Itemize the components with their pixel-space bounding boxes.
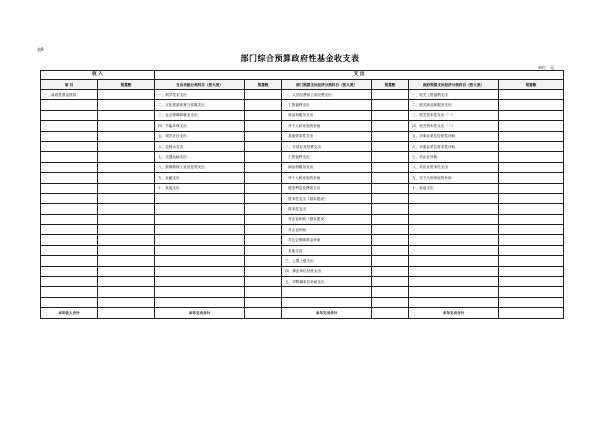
dept-econ-total-amount [372, 308, 409, 319]
function-item-cell [155, 256, 245, 266]
income-item-cell [41, 204, 98, 214]
col-dept-econ-header: 部门预算支出经济分类科目（按大类） [282, 80, 372, 90]
column-header-row [41, 80, 564, 90]
income-amount-cell [98, 110, 155, 120]
income-item-cell: 一、政府性基金拨款 [41, 90, 98, 100]
income-amount-cell [98, 245, 155, 255]
income-item-cell [41, 162, 98, 172]
income-item-cell [41, 100, 98, 110]
table-row [41, 90, 564, 100]
gov-econ-amount-cell [499, 256, 564, 266]
col-amount-header: 预算数 [98, 80, 155, 90]
gov-econ-amount-cell [499, 121, 564, 131]
gov-econ-amount-cell [499, 90, 564, 100]
gov-econ-item-cell [409, 277, 499, 287]
gov-econ-amount-cell [499, 173, 564, 183]
dept-econ-item-cell: 对个人和家庭的补助 [282, 173, 372, 183]
dept-econ-amount-cell [372, 173, 409, 183]
gov-econ-amount-cell [499, 204, 564, 214]
gov-econ-amount-cell [499, 225, 564, 235]
dept-econ-amount-cell [372, 256, 409, 266]
gov-econ-item-cell: 七、对企业补助 [409, 152, 499, 162]
table-row [41, 266, 564, 276]
income-amount-cell [98, 90, 155, 100]
gov-econ-item-cell [409, 235, 499, 245]
income-item-cell [41, 193, 98, 203]
gov-econ-amount-cell [499, 277, 564, 287]
gov-econ-item-cell: 一、机关工资福利支出 [409, 90, 499, 100]
function-item-cell [155, 235, 245, 245]
dept-econ-item-cell: 资本性支出 [282, 204, 372, 214]
function-item-cell [155, 277, 245, 287]
dept-econ-item-cell: 对企业补助（基本建设） [282, 214, 372, 224]
col-item-header: 项 目 [41, 80, 98, 90]
function-item-cell [155, 297, 245, 307]
income-total-label: 本年收入合计 [41, 308, 98, 319]
gov-econ-item-cell [409, 256, 499, 266]
function-amount-cell [245, 152, 282, 162]
dept-econ-amount-cell [372, 100, 409, 110]
function-item-cell: 一、科学技术支出 [155, 90, 245, 100]
gov-econ-amount-cell [499, 162, 564, 172]
function-amount-cell [245, 183, 282, 193]
dept-econ-amount-cell [372, 131, 409, 141]
function-amount-cell [245, 110, 282, 120]
income-amount-cell [98, 297, 155, 307]
table-row [41, 287, 564, 297]
col-gov-econ-header: 政府预算支出经济分类科目（按大类） [409, 80, 499, 90]
gov-econ-amount-cell [499, 297, 564, 307]
unit-label: 单位：元 [538, 65, 554, 70]
table-row [41, 100, 564, 110]
table-row [41, 193, 564, 203]
gov-econ-item-cell: 十、其他支出 [409, 183, 499, 193]
function-item-cell: 四、节能环保支出 [155, 121, 245, 131]
function-item-cell: 八、资源勘探工业信息等支出 [155, 162, 245, 172]
income-item-cell [41, 225, 98, 235]
table-row [41, 245, 564, 255]
dept-econ-amount-cell [372, 287, 409, 297]
dept-econ-amount-cell [372, 266, 409, 276]
function-item-cell [155, 266, 245, 276]
group-header-row [41, 71, 564, 80]
gov-econ-item-cell [409, 214, 499, 224]
table-row [41, 204, 564, 214]
gov-econ-amount-cell [499, 141, 564, 151]
income-amount-cell [98, 235, 155, 245]
gov-econ-item-cell [409, 193, 499, 203]
table-row [41, 141, 564, 151]
table-row [41, 173, 564, 183]
income-amount-cell [98, 193, 155, 203]
function-item-cell [155, 245, 245, 255]
gov-econ-amount-cell [499, 193, 564, 203]
income-amount-cell [98, 162, 155, 172]
gov-econ-item-cell [409, 287, 499, 297]
function-item-cell [155, 225, 245, 235]
income-item-cell [41, 287, 98, 297]
income-amount-cell [98, 131, 155, 141]
dept-econ-amount-cell [372, 225, 409, 235]
income-item-cell [41, 297, 98, 307]
gov-econ-amount-cell [499, 131, 564, 141]
gov-econ-amount-cell [499, 245, 564, 255]
gov-econ-item-cell: 五、对事业单位经常性补助 [409, 131, 499, 141]
table-row [41, 214, 564, 224]
budget-table [40, 70, 564, 319]
gov-econ-total-amount [499, 308, 564, 319]
function-item-cell: 六、农林水支出 [155, 141, 245, 151]
table-row [41, 162, 564, 172]
dept-econ-item-cell: 资本性支出（基本建设） [282, 193, 372, 203]
function-amount-cell [245, 256, 282, 266]
col-amount-header: 预算数 [372, 80, 409, 90]
gov-econ-amount-cell [499, 110, 564, 120]
function-amount-cell [245, 100, 282, 110]
income-amount-cell [98, 256, 155, 266]
gov-econ-item-cell [409, 266, 499, 276]
dept-econ-item-cell: 对社会保障基金补助 [282, 235, 372, 245]
income-amount-cell [98, 287, 155, 297]
function-item-cell: 三、社会保障和就业支出 [155, 110, 245, 120]
table-row [41, 225, 564, 235]
income-amount-cell [98, 100, 155, 110]
dept-econ-item-cell: 三、上缴上级支出 [282, 256, 372, 266]
income-item-cell [41, 131, 98, 141]
income-item-cell [41, 110, 98, 120]
income-amount-cell [98, 204, 155, 214]
gov-econ-item-cell: 四、机关资本性支出（二） [409, 121, 499, 131]
income-item-cell [41, 121, 98, 131]
income-amount-cell [98, 225, 155, 235]
gov-econ-total-label: 本年支出合计 [409, 308, 499, 319]
income-item-cell [41, 152, 98, 162]
dept-econ-item-cell [282, 297, 372, 307]
dept-econ-amount-cell [372, 162, 409, 172]
function-amount-cell [245, 131, 282, 141]
income-item-cell [41, 245, 98, 255]
dept-econ-amount-cell [372, 245, 409, 255]
gov-econ-item-cell: 九、对个人和家庭的补助 [409, 173, 499, 183]
income-item-cell [41, 183, 98, 193]
dept-econ-item-cell: 一、人员经费和公用经费支出 [282, 90, 372, 100]
col-function-header: 支出功能分类科目（按大类） [155, 80, 245, 90]
function-amount-cell [245, 214, 282, 224]
gov-econ-item-cell [409, 225, 499, 235]
income-item-cell [41, 214, 98, 224]
dept-econ-item-cell [282, 287, 372, 297]
dept-econ-item-cell: 商品和服务支出 [282, 162, 372, 172]
function-amount-cell [245, 162, 282, 172]
dept-econ-item-cell: 四、事业单位经营支出 [282, 266, 372, 276]
function-amount-cell [245, 173, 282, 183]
function-item-cell: 五、城乡社区支出 [155, 131, 245, 141]
dept-econ-item-cell: 工资福利支出 [282, 152, 372, 162]
dept-econ-item-cell: 债务利息及费用支出 [282, 183, 372, 193]
function-item-cell [155, 204, 245, 214]
dept-econ-item-cell: 其他资本性支出 [282, 131, 372, 141]
dept-econ-amount-cell [372, 110, 409, 120]
gov-econ-amount-cell [499, 100, 564, 110]
gov-econ-amount-cell [499, 287, 564, 297]
dept-econ-amount-cell [372, 90, 409, 100]
income-item-cell [41, 256, 98, 266]
col-amount-header: 预算数 [499, 80, 564, 90]
table-row [41, 131, 564, 141]
dept-econ-item-cell: 工资福利支出 [282, 100, 372, 110]
table-row [41, 235, 564, 245]
dept-econ-amount-cell [372, 141, 409, 151]
table-row [41, 256, 564, 266]
dept-econ-amount-cell [372, 152, 409, 162]
table-row [41, 297, 564, 307]
function-amount-cell [245, 297, 282, 307]
gov-econ-amount-cell [499, 266, 564, 276]
income-item-cell [41, 141, 98, 151]
income-amount-cell [98, 266, 155, 276]
table-row [41, 277, 564, 287]
income-item-cell [41, 173, 98, 183]
income-amount-cell [98, 214, 155, 224]
dept-econ-item-cell: 其他支出 [282, 245, 372, 255]
function-amount-cell [245, 287, 282, 297]
gov-econ-amount-cell [499, 214, 564, 224]
income-item-cell [41, 235, 98, 245]
function-amount-cell [245, 141, 282, 151]
table-number: 表9 [37, 47, 44, 52]
table-row [41, 121, 564, 131]
col-amount-header: 预算数 [245, 80, 282, 90]
dept-econ-amount-cell [372, 235, 409, 245]
function-amount-cell [245, 266, 282, 276]
gov-econ-item-cell [409, 297, 499, 307]
gov-econ-item-cell: 六、对事业单位资本性补助 [409, 141, 499, 151]
function-item-cell: 七、交通运输支出 [155, 152, 245, 162]
function-amount-cell [245, 235, 282, 245]
gov-econ-amount-cell [499, 235, 564, 245]
dept-econ-amount-cell [372, 204, 409, 214]
income-item-cell [41, 266, 98, 276]
dept-econ-item-cell: 二、专项业务经费支出 [282, 141, 372, 151]
income-amount-cell [98, 183, 155, 193]
gov-econ-item-cell [409, 245, 499, 255]
table-row [41, 183, 564, 193]
function-item-cell [155, 287, 245, 297]
gov-econ-amount-cell [499, 183, 564, 193]
function-item-cell: 二、文化旅游体育与传媒支出 [155, 100, 245, 110]
dept-econ-amount-cell [372, 121, 409, 131]
function-amount-cell [245, 245, 282, 255]
income-amount-cell [98, 173, 155, 183]
dept-econ-amount-cell [372, 193, 409, 203]
function-item-cell: 十、其他支出 [155, 183, 245, 193]
expense-total-amount [245, 308, 282, 319]
dept-econ-item-cell: 对个人和家庭的补助 [282, 121, 372, 131]
dept-econ-amount-cell [372, 277, 409, 287]
function-amount-cell [245, 204, 282, 214]
income-group-header: 收 入 [41, 71, 155, 80]
dept-econ-amount-cell [372, 214, 409, 224]
function-amount-cell [245, 90, 282, 100]
gov-econ-item-cell [409, 204, 499, 214]
gov-econ-item-cell: 八、对企业资本性支出 [409, 162, 499, 172]
gov-econ-item-cell: 三、机关资本性支出（一） [409, 110, 499, 120]
income-total-amount [98, 308, 155, 319]
gov-econ-item-cell: 二、机关商品和服务支出 [409, 100, 499, 110]
gov-econ-amount-cell [499, 152, 564, 162]
function-item-cell [155, 214, 245, 224]
dept-econ-item-cell: 五、对附属单位补助支出 [282, 277, 372, 287]
expense-total-label: 本年支出合计 [155, 308, 245, 319]
function-item-cell: 九、金融支出 [155, 173, 245, 183]
table-row [41, 152, 564, 162]
dept-econ-item-cell: 对企业补助 [282, 225, 372, 235]
function-amount-cell [245, 277, 282, 287]
page-title: 部门综合预算政府性基金收支表 [240, 54, 360, 63]
dept-econ-item-cell: 商品和服务支出 [282, 110, 372, 120]
function-amount-cell [245, 193, 282, 203]
income-amount-cell [98, 141, 155, 151]
function-item-cell [155, 193, 245, 203]
dept-econ-total-label: 本年支出合计 [282, 308, 372, 319]
function-amount-cell [245, 121, 282, 131]
dept-econ-amount-cell [372, 183, 409, 193]
income-amount-cell [98, 277, 155, 287]
expense-group-header: 支 出 [155, 71, 564, 80]
income-amount-cell [98, 152, 155, 162]
dept-econ-amount-cell [372, 297, 409, 307]
totals-row [41, 308, 564, 319]
income-item-cell [41, 277, 98, 287]
function-amount-cell [245, 225, 282, 235]
table-row [41, 110, 564, 120]
income-amount-cell [98, 121, 155, 131]
